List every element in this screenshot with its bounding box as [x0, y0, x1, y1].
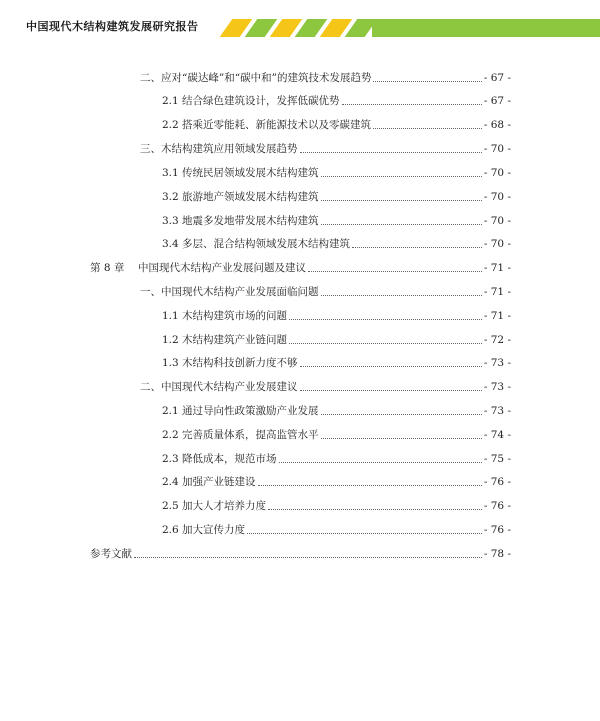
toc-leader	[300, 366, 482, 367]
toc-entry[interactable]	[162, 475, 511, 489]
toc-leader	[134, 557, 482, 558]
toc-entry[interactable]	[140, 142, 511, 156]
toc-entry-title: 2.1 通过导向性政策激励产业发展	[162, 405, 319, 417]
toc-entry-title: 3.4 多层、混合结构领域发展木结构建筑	[162, 238, 351, 250]
toc-entry[interactable]	[162, 118, 511, 132]
toc-leader	[342, 104, 482, 105]
toc-page-number: - 68 -	[483, 119, 511, 131]
toc-page-number: - 70 -	[483, 143, 511, 155]
toc-leader	[247, 533, 482, 534]
toc-chapter-number: 第 8 章	[90, 262, 125, 274]
toc-leader	[300, 390, 482, 391]
toc-leader	[321, 176, 482, 177]
toc-page-number: - 71 -	[483, 262, 511, 274]
toc-leader	[321, 438, 482, 439]
toc-page-number: - 70 -	[483, 191, 511, 203]
toc-entry[interactable]	[162, 523, 511, 537]
toc-entry-title: 3.1 传统民居领域发展木结构建筑	[162, 167, 319, 179]
toc-page-number: - 73 -	[483, 405, 511, 417]
toc-entry-title: 2.6 加大宣传力度	[162, 524, 246, 536]
toc-entry-title: 1.3 木结构科技创新力度不够	[162, 357, 298, 369]
toc-entry[interactable]	[162, 428, 511, 442]
toc-entry-title: 参考文献	[90, 548, 132, 560]
toc-leader	[258, 485, 482, 486]
page-header	[0, 0, 600, 40]
toc-leader	[321, 295, 482, 296]
toc-page-number: - 78 -	[483, 548, 511, 560]
toc-entry[interactable]	[162, 190, 511, 204]
toc-entry-references[interactable]	[90, 547, 511, 561]
report-title: 中国现代木结构建筑发展研究报告	[26, 20, 199, 33]
toc-entry[interactable]	[162, 452, 511, 466]
toc-leader	[300, 152, 482, 153]
toc-entry-title: 3.2 旅游地产领域发展木结构建筑	[162, 191, 319, 203]
toc-chapter-entry[interactable]	[90, 261, 511, 275]
toc-entry-title: 2.1 结合绿色建筑设计，发挥低碳优势	[162, 95, 340, 107]
toc-page-number: - 72 -	[483, 334, 511, 346]
toc-entry[interactable]	[140, 380, 511, 394]
toc-leader	[289, 319, 482, 320]
toc-entry[interactable]	[162, 237, 511, 251]
toc-page-number: - 67 -	[483, 72, 511, 84]
toc-entry[interactable]	[162, 356, 511, 370]
toc-entry-title: 1.1 木结构建筑市场的问题	[162, 310, 288, 322]
header-bar	[372, 19, 600, 37]
toc-page-number: - 76 -	[483, 524, 511, 536]
toc-entry[interactable]	[162, 333, 511, 347]
toc-entry-title: 2.2 搭乘近零能耗、新能源技术以及零碳建筑	[162, 119, 372, 131]
toc-page-number: - 74 -	[483, 429, 511, 441]
toc-entry[interactable]	[162, 166, 511, 180]
toc-page-number: - 71 -	[483, 286, 511, 298]
header-stripes	[222, 19, 372, 37]
toc-entry[interactable]	[162, 404, 511, 418]
toc-page-number: - 76 -	[483, 476, 511, 488]
toc-entry[interactable]	[162, 214, 511, 228]
toc-page-number: - 73 -	[483, 381, 511, 393]
toc-entry-title: 三、木结构建筑应用领域发展趋势	[140, 143, 298, 155]
toc-entry-title: 二、中国现代木结构产业发展建议	[140, 381, 298, 393]
toc-entry-title: 3.3 地震多发地带发展木结构建筑	[162, 215, 319, 227]
toc-page-number: - 70 -	[483, 238, 511, 250]
toc-page-number: - 70 -	[483, 215, 511, 227]
toc-leader	[268, 509, 482, 510]
toc-page-number: - 76 -	[483, 500, 511, 512]
toc-entry-title: 中国现代木结构产业发展问题及建议	[138, 262, 306, 274]
toc-entry[interactable]	[162, 94, 511, 108]
toc-entry-title: 一、中国现代木结构产业发展面临问题	[140, 286, 319, 298]
toc-entry[interactable]	[162, 499, 511, 513]
toc-page-number: - 70 -	[483, 167, 511, 179]
toc-leader	[373, 81, 481, 82]
toc-page-number: - 75 -	[483, 453, 511, 465]
toc-entry-title: 2.4 加强产业链建设	[162, 476, 256, 488]
toc-entry[interactable]	[162, 309, 511, 323]
toc-page-number: - 73 -	[483, 357, 511, 369]
toc-leader	[289, 343, 482, 344]
toc-page-number: - 67 -	[483, 95, 511, 107]
toc-leader	[308, 271, 482, 272]
toc-entry-title: 2.5 加大人才培养力度	[162, 500, 267, 512]
toc-page-number: - 71 -	[483, 310, 511, 322]
toc-leader	[321, 414, 482, 415]
toc-entry[interactable]	[140, 285, 511, 299]
toc-entry-title: 1.2 木结构建筑产业链问题	[162, 334, 288, 346]
toc-leader	[373, 128, 482, 129]
toc-leader	[321, 224, 482, 225]
toc-leader	[279, 462, 482, 463]
toc-entry-title: 2.2 完善质量体系，提高监管水平	[162, 429, 319, 441]
toc-entry-title: 2.3 降低成本，规范市场	[162, 453, 277, 465]
toc-leader	[352, 247, 482, 248]
toc-entry-title: 二、应对“碳达峰”和“碳中和”的建筑技术发展趋势	[140, 72, 372, 84]
toc-leader	[321, 200, 482, 201]
toc-entry[interactable]	[140, 71, 511, 85]
